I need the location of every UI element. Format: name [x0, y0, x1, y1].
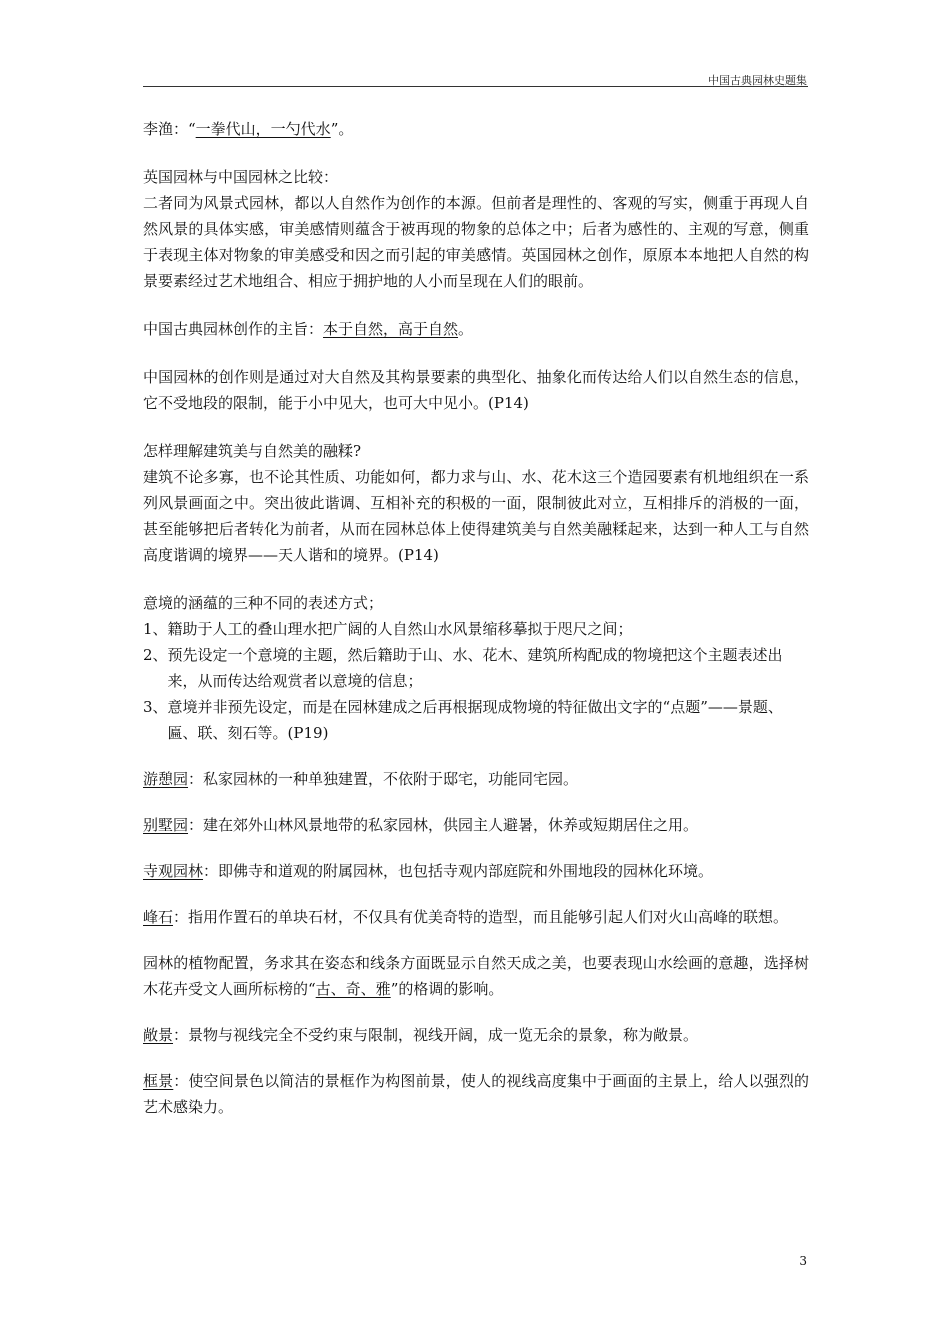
plants-prefix: 园林的植物配置，务求其在姿态和线条方面既显示自然天成之美，也要表现山水绘画的意趣，选择树木花卉受文人画所标榜的“ — [143, 954, 809, 998]
term-definition: ：使空间景色以简洁的景框作为构图前景，使人的视线高度集中于画面的主景上，给人以强烈的艺术感染力。 — [143, 1072, 809, 1116]
fusion-body: 建筑不论多寡，也不论其性质、功能如何，都力求与山、水、花木这三个造园要素有机地组织在一系列风景画面之中。突出彼此谐调、互相补充的积极的一面，限制彼此对立，互相排斥的消极的一面，甚至能够把后者转化为前者，从而在园林总体上使得建筑美与自然美融糅起来，达到一种人工与自然高度谐调的境界——天人谐和的境界。(P14) — [143, 468, 809, 564]
term-youqiyuan — [143, 766, 809, 792]
compare-heading: 英国园林与中国园林之比较： — [143, 168, 339, 186]
purpose-prefix: 中国古典园林创作的主旨： — [143, 320, 324, 338]
liyu-quote — [143, 116, 809, 142]
purpose-term: 本于自然，高于自然 — [323, 320, 459, 338]
running-header-title: 中国古典园林史题集 — [708, 74, 807, 87]
list-item-number: 3、 — [143, 698, 168, 716]
term-label: 寺观园林 — [143, 862, 204, 880]
plants-term: 古、奇、雅 — [315, 980, 391, 998]
document-body — [143, 116, 809, 1120]
term-kuangjing — [143, 1068, 809, 1120]
term-definition: ：指用作置石的单块石材，不仅具有优美奇特的造型，而且能够引起人们对火山高峰的联想。 — [173, 908, 789, 926]
term-definition: ：景物与视线完全不受约束与限制，视线开阔，成一览无余的景象，称为敞景。 — [173, 1026, 699, 1044]
list-item — [143, 616, 809, 642]
term-label: 峰石 — [143, 908, 174, 926]
liyu-prefix: 李渔：“ — [143, 120, 196, 138]
term-label: 别墅园 — [143, 816, 189, 834]
list-item — [143, 694, 809, 746]
list-item-number: 2、 — [143, 646, 168, 664]
term-siguan — [143, 858, 809, 884]
purpose-suffix: 。 — [458, 320, 474, 338]
term-label: 框景 — [143, 1072, 174, 1090]
fusion-heading: 怎样理解建筑美与自然美的融糅? — [143, 442, 362, 460]
page-number: 3 — [799, 1254, 807, 1268]
compare-body: 二者同为风景式园林，都以人自然作为创作的本源。但前者是理性的、客观的写实，侧重于再现人自然风景的具体实感，审美感情则蕴含于被再现的物象的总体之中；后者为感性的、主观的写意，侧重于表现主体对物象的审美感受和因之而引起的审美感情。英国园林之创作，原原本本地把人自然的构景要素经过艺术地组合、相应于拥护地的人小而呈现在人们的眼前。 — [143, 194, 809, 290]
term-bieshuyuan — [143, 812, 809, 838]
term-definition: ：私家园林的一种单独建置，不依附于邸宅，功能同宅园。 — [188, 770, 579, 788]
plants-paragraph — [143, 950, 809, 1002]
list-item-text: 预先设定一个意境的主题，然后籍助于山、水、花木、建筑所构配成的物境把这个主题表述出来，从而传达给观赏者以意境的信息； — [167, 646, 783, 690]
list-item-number: 1、 — [143, 620, 168, 638]
term-label: 游憩园 — [143, 770, 189, 788]
purpose-line — [143, 316, 809, 342]
list-item — [143, 642, 809, 694]
list-item-text: 意境并非预先设定，而是在园林建成之后再根据现成物境的特征做出文字的“点题”——景题、匾、联、刻石等。(P19) — [167, 698, 783, 742]
term-label: 敞景 — [143, 1026, 174, 1044]
term-sanjing — [143, 1022, 809, 1048]
term-definition: ：即佛寺和道观的附属园林，也包括寺观内部庭院和外围地段的园林化环境。 — [203, 862, 714, 880]
plants-suffix: ”的格调的影响。 — [390, 980, 504, 998]
yijing-heading: 意境的涵蕴的三种不同的表述方式； — [143, 594, 384, 612]
term-fengshi — [143, 904, 809, 930]
header-rule — [143, 86, 808, 87]
principle-paragraph: 中国园林的创作则是通过对大自然及其构景要素的典型化、抽象化而传达给人们以自然生态的信息，它不受地段的限制，能于小中见大，也可大中见小。(P14) — [143, 368, 809, 412]
liyu-quote-text: 一拳代山，一勺代水 — [195, 120, 331, 138]
liyu-suffix: ”。 — [330, 120, 354, 138]
list-item-text: 籍助于人工的叠山理水把广阔的人自然山水风景缩移摹拟于咫尺之间； — [167, 620, 633, 638]
term-definition: ：建在郊外山林风景地带的私家园林，供园主人避暑，休养或短期居住之用。 — [188, 816, 699, 834]
